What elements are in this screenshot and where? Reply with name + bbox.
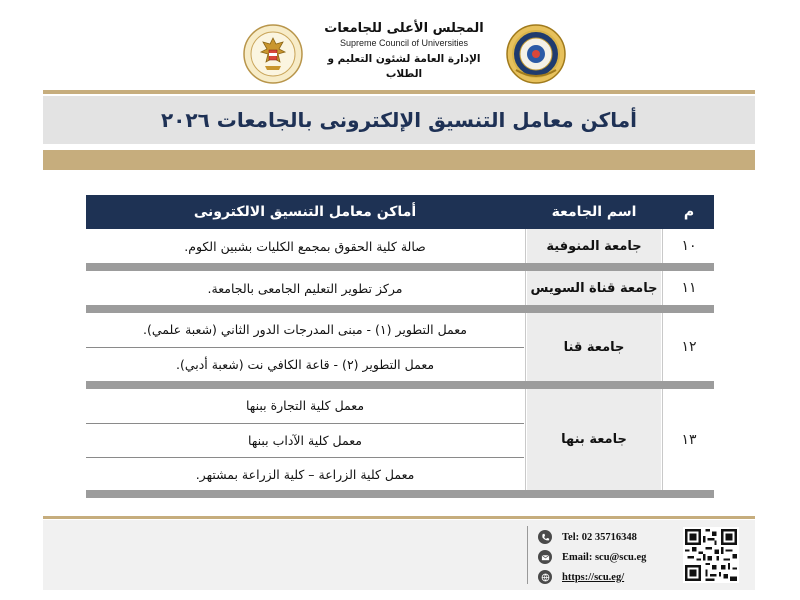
row-separator: [86, 305, 714, 313]
email-text[interactable]: Email: scu@scu.eg: [562, 551, 647, 563]
row-separator: [86, 381, 714, 389]
table-row-12-location-1: معمل التطوير (١) - مبنى المدرجات الدور الثاني (شعبة علمي).: [143, 322, 467, 337]
phone-icon: [538, 530, 552, 544]
header-university: اسم الجامعة: [551, 204, 637, 220]
contact-phone: [538, 528, 678, 546]
council-name-english: Supreme Council of Universities: [339, 38, 469, 48]
table-row-13-location-1: معمل كلية التجارة ببنها: [246, 398, 365, 413]
table-row-11-number: ١١: [681, 280, 697, 296]
table-row-12-location-2: معمل التطوير (٢) - قاعة الكافي نت (شعبة أدبي).: [175, 357, 435, 372]
page-footer: [43, 520, 755, 590]
mail-icon: [538, 550, 552, 564]
gold-band: [43, 150, 755, 170]
contact-email: [538, 548, 678, 566]
table-header-row: [86, 195, 714, 229]
council-name-arabic: المجلس الأعلى للجامعات: [324, 21, 484, 36]
table-row-12-number: ١٢: [681, 339, 697, 355]
top-gold-rule: [43, 90, 755, 94]
header-number: م: [683, 204, 695, 220]
egypt-eagle-emblem-logo: [243, 24, 303, 84]
table-row-10-university: جامعة المنوفية: [527, 229, 661, 263]
page-header: [0, 0, 800, 92]
table-row-11-university: جامعة قناة السويس: [527, 271, 661, 305]
row-separator: [86, 490, 714, 498]
footer-divider: [527, 526, 528, 584]
table-row-10-number: ١٠: [681, 238, 697, 254]
scu-seal-logo: [506, 24, 566, 84]
title-band: [43, 96, 755, 144]
department-name: الإدارة العامة لشئون التعليم و الطلاب: [327, 53, 481, 80]
contact-block: [538, 528, 678, 588]
globe-icon: [538, 570, 552, 584]
footer-gold-rule: [43, 516, 755, 519]
table-row-13-number: ١٣: [681, 431, 697, 448]
header-text-block: [314, 20, 494, 82]
table-row-11-location-1: مركز تطوير التعليم الجامعى بالجامعة.: [207, 280, 403, 296]
page-title: أماكن معامل التنسيق الإلكترونى بالجامعات ٢٠٢٦: [160, 108, 638, 132]
table-row-13-university: جامعة بنها: [527, 389, 661, 490]
qr-code[interactable]: [683, 527, 739, 583]
table-row-13-location-2: معمل كلية الآداب ببنها: [248, 433, 362, 448]
website-link[interactable]: https://scu.eg/: [562, 571, 625, 583]
table-row-12-university: جامعة قنا: [527, 313, 661, 381]
phone-text: Tel: 02 35716348: [562, 531, 637, 543]
table-row-10-location-1: صالة كلية الحقوق بمجمع الكليات بشبين الكوم.: [184, 238, 426, 254]
table-row-13-location-3: معمل كلية الزراعة – كلية الزراعة بمشتهر.: [195, 466, 415, 482]
header-locations: أماكن معامل التنسيق الالكترونى: [193, 204, 417, 220]
row-separator: [86, 263, 714, 271]
contact-website: [538, 568, 678, 586]
